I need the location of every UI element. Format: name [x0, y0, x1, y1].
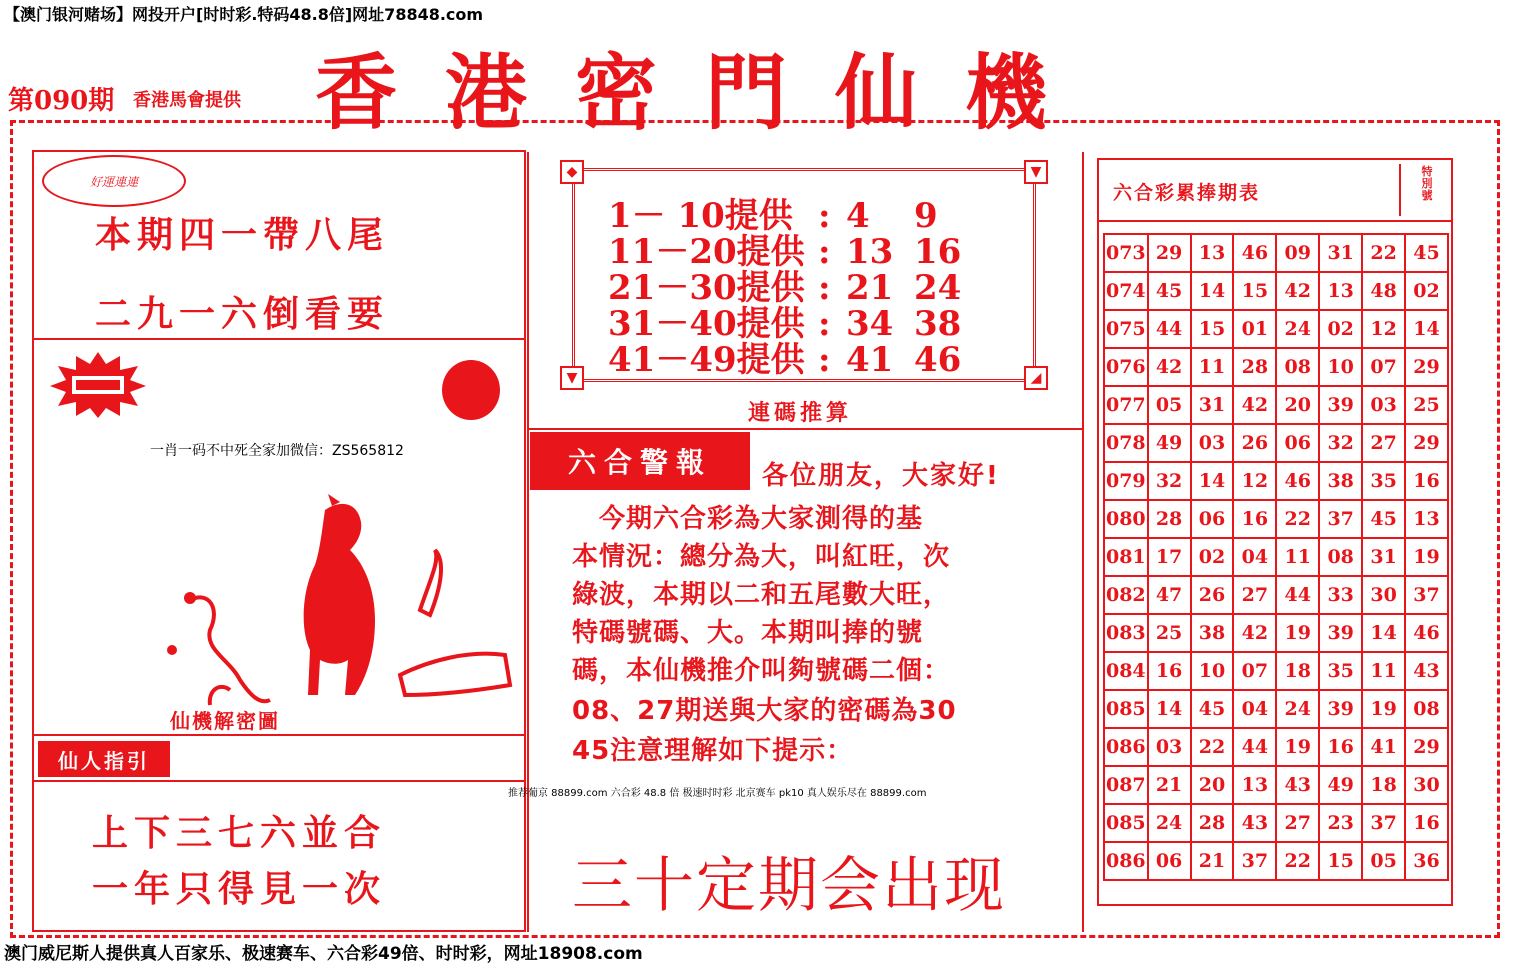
number-cell: 11 [1362, 652, 1405, 690]
number-cell: 42 [1148, 348, 1191, 386]
number-cell: 15 [1233, 272, 1276, 310]
number-cell: 29 [1148, 234, 1191, 272]
table-row [1104, 576, 1448, 614]
number-cell: 13 [1319, 272, 1362, 310]
number-cell: 28 [1148, 500, 1191, 538]
table-row [1104, 272, 1448, 310]
divider [1099, 220, 1451, 222]
number-cell: 02 [1405, 272, 1448, 310]
column-divider [527, 152, 529, 932]
poem-line-1: 上下三七六並合 [92, 813, 387, 854]
number-cell: 16 [1233, 500, 1276, 538]
number-row: 41－49提供 : 41 46 [608, 340, 962, 380]
number-cell: 14 [1362, 614, 1405, 652]
number-cell: 12 [1362, 310, 1405, 348]
number-cell: 03 [1191, 424, 1234, 462]
number-cell: 30 [1362, 576, 1405, 614]
number-cell: 13 [1405, 500, 1448, 538]
number-cell: 07 [1362, 348, 1405, 386]
horse-illustration [150, 490, 520, 715]
table-row [1104, 614, 1448, 652]
table-row [1104, 690, 1448, 728]
number-cell: 08 [1405, 690, 1448, 728]
number-cell: 45 [1405, 234, 1448, 272]
alert-paragraph-line: 綠波，本期以二和五尾數大旺， [572, 580, 951, 610]
number-cell: 28 [1191, 804, 1234, 842]
number-cell: 49 [1319, 766, 1362, 804]
number-cell: 47 [1148, 576, 1191, 614]
number-cell: 28 [1233, 348, 1276, 386]
number-cell: 08 [1276, 348, 1319, 386]
table-row [1104, 500, 1448, 538]
number-cell: 11 [1191, 348, 1234, 386]
table-row [1104, 462, 1448, 500]
number-cell: 43 [1276, 766, 1319, 804]
greeting-text: 各位朋友，大家好! [762, 461, 1000, 491]
table-row [1104, 728, 1448, 766]
number-cell: 35 [1362, 462, 1405, 500]
number-cell: 38 [1319, 462, 1362, 500]
number-cell: 32 [1319, 424, 1362, 462]
hint-line-2: 二九一六倒看要 [95, 294, 390, 335]
number-cell: 24 [1276, 310, 1319, 348]
number-cell: 24 [1148, 804, 1191, 842]
number-cell: 27 [1362, 424, 1405, 462]
period-cell: 079 [1104, 462, 1148, 500]
number-cell: 18 [1276, 652, 1319, 690]
number-row: 31－40提供 : 34 38 [608, 304, 962, 344]
number-cell: 20 [1191, 766, 1234, 804]
table-row [1104, 310, 1448, 348]
results-table-panel [1097, 158, 1453, 906]
number-cell: 31 [1191, 386, 1234, 424]
number-cell: 08 [1319, 538, 1362, 576]
number-cell: 44 [1233, 728, 1276, 766]
corner-ornament-icon: ◆ [560, 160, 584, 184]
number-cell: 44 [1148, 310, 1191, 348]
top-ad-banner: 【澳门银河赌场】网投开户[时时彩.特码48.8倍]网址78848.com [4, 5, 484, 24]
number-cell: 39 [1319, 690, 1362, 728]
calc-label: 連碼推算 [748, 401, 853, 426]
period-cell: 075 [1104, 310, 1148, 348]
table-row [1104, 766, 1448, 804]
lucky-stamp: 好運連連 [42, 155, 186, 207]
number-cell: 38 [1191, 614, 1234, 652]
number-cell: 45 [1148, 272, 1191, 310]
table-row [1104, 652, 1448, 690]
number-cell: 06 [1276, 424, 1319, 462]
number-cell: 33 [1319, 576, 1362, 614]
divider [34, 734, 526, 736]
number-cell: 44 [1276, 576, 1319, 614]
table-title: 六合彩累捧期表 [1113, 182, 1261, 204]
hint-line-1: 本期四一帶八尾 [95, 215, 390, 256]
number-cell: 03 [1148, 728, 1191, 766]
period-cell: 084 [1104, 652, 1148, 690]
number-cell: 35 [1319, 652, 1362, 690]
number-cell: 27 [1233, 576, 1276, 614]
alert-paragraph-line: 碼，本仙機推介叫夠號碼二個： [572, 656, 951, 686]
number-cell: 37 [1319, 500, 1362, 538]
number-cell: 05 [1148, 386, 1191, 424]
period-cell: 085 [1104, 690, 1148, 728]
number-cell: 37 [1233, 842, 1276, 880]
table-row [1104, 804, 1448, 842]
period-cell: 081 [1104, 538, 1148, 576]
alert-paragraph-line: 08、27期送與大家的密碼為30 [572, 696, 957, 726]
number-cell: 45 [1362, 500, 1405, 538]
period-cell: 086 [1104, 842, 1148, 880]
divider [34, 338, 526, 340]
number-cell: 23 [1319, 804, 1362, 842]
number-cell: 42 [1233, 614, 1276, 652]
number-cell: 25 [1148, 614, 1191, 652]
period-cell: 073 [1104, 234, 1148, 272]
number-cell: 21 [1191, 842, 1234, 880]
number-cell: 05 [1362, 842, 1405, 880]
number-cell: 14 [1405, 310, 1448, 348]
period-cell: 083 [1104, 614, 1148, 652]
number-cell: 48 [1362, 272, 1405, 310]
number-cell: 25 [1405, 386, 1448, 424]
number-cell: 15 [1319, 842, 1362, 880]
number-row: 1－ 10提供 : 4 9 [608, 196, 938, 236]
number-cell: 22 [1276, 842, 1319, 880]
number-cell: 22 [1191, 728, 1234, 766]
number-cell: 27 [1276, 804, 1319, 842]
number-cell: 03 [1362, 386, 1405, 424]
number-cell: 46 [1405, 614, 1448, 652]
number-cell: 45 [1191, 690, 1234, 728]
number-cell: 13 [1233, 766, 1276, 804]
number-cell: 02 [1319, 310, 1362, 348]
number-cell: 19 [1276, 728, 1319, 766]
number-range-box [560, 160, 1048, 390]
alert-paragraph-line: 本情況：總分為大，叫紅旺，次 [572, 542, 951, 572]
number-cell: 43 [1405, 652, 1448, 690]
number-cell: 21 [1148, 766, 1191, 804]
number-cell: 06 [1191, 500, 1234, 538]
number-cell: 13 [1191, 234, 1234, 272]
table-row [1104, 386, 1448, 424]
alert-paragraph-line: 45注意理解如下提示： [572, 736, 854, 766]
number-cell: 14 [1191, 462, 1234, 500]
period-cell: 080 [1104, 500, 1148, 538]
number-cell: 16 [1405, 804, 1448, 842]
number-cell: 42 [1233, 386, 1276, 424]
number-cell: 20 [1276, 386, 1319, 424]
table-row [1104, 538, 1448, 576]
number-cell: 46 [1276, 462, 1319, 500]
period-cell: 078 [1104, 424, 1148, 462]
period-cell: 077 [1104, 386, 1148, 424]
number-cell: 46 [1233, 234, 1276, 272]
number-cell: 36 [1405, 842, 1448, 880]
number-cell: 29 [1405, 348, 1448, 386]
divider [34, 780, 526, 782]
number-cell: 26 [1191, 576, 1234, 614]
headline-text: 三十定期会出现 [572, 851, 1006, 921]
divider [1399, 164, 1401, 216]
number-cell: 22 [1276, 500, 1319, 538]
number-cell: 10 [1191, 652, 1234, 690]
wechat-contact-text: 一肖一码不中死全家加微信：ZS565812 [150, 443, 404, 459]
bottom-ad-banner: 澳门威尼斯人提供真人百家乐、极速赛车、六合彩49倍、时时彩，网址18908.com [4, 944, 643, 964]
period-cell: 087 [1104, 766, 1148, 804]
number-cell: 10 [1319, 348, 1362, 386]
period-cell: 074 [1104, 272, 1148, 310]
number-cell: 15 [1191, 310, 1234, 348]
period-cell: 082 [1104, 576, 1148, 614]
number-row: 21－30提供 : 21 24 [608, 268, 962, 308]
number-cell: 12 [1233, 462, 1276, 500]
number-cell: 04 [1233, 690, 1276, 728]
corner-ornament-icon: ◢ [1024, 366, 1048, 390]
number-cell: 16 [1319, 728, 1362, 766]
image-caption: 仙機解密圖 [170, 709, 280, 733]
divider [529, 428, 1082, 430]
number-cell: 37 [1362, 804, 1405, 842]
number-cell: 01 [1233, 310, 1276, 348]
number-cell: 39 [1319, 614, 1362, 652]
number-cell: 09 [1276, 234, 1319, 272]
alert-paragraph-line: 特碼號碼、大。本期叫捧的號 [572, 618, 924, 648]
number-cell: 49 [1148, 424, 1191, 462]
number-cell: 02 [1191, 538, 1234, 576]
number-cell: 37 [1405, 576, 1448, 614]
table-row [1104, 424, 1448, 462]
number-cell: 30 [1405, 766, 1448, 804]
number-cell: 31 [1362, 538, 1405, 576]
number-cell: 24 [1276, 690, 1319, 728]
number-cell: 32 [1148, 462, 1191, 500]
provider-label: 香港馬會提供 [133, 90, 241, 111]
poem-line-2: 一年只得見一次 [92, 869, 387, 910]
number-cell: 14 [1191, 272, 1234, 310]
number-cell: 07 [1233, 652, 1276, 690]
corner-ornament-icon: ▼ [1024, 160, 1048, 184]
number-cell: 16 [1148, 652, 1191, 690]
number-cell: 11 [1276, 538, 1319, 576]
number-cell: 19 [1362, 690, 1405, 728]
number-cell: 31 [1319, 234, 1362, 272]
number-cell: 29 [1405, 728, 1448, 766]
period-cell: 085 [1104, 804, 1148, 842]
issue-number: 第090期 [8, 86, 115, 116]
number-cell: 06 [1148, 842, 1191, 880]
page-title: 香港密門仙機 [315, 45, 1096, 141]
table-row [1104, 842, 1448, 880]
number-cell: 04 [1233, 538, 1276, 576]
number-cell: 29 [1405, 424, 1448, 462]
number-cell: 26 [1233, 424, 1276, 462]
corner-ornament-icon: ▼ [560, 366, 584, 390]
period-cell: 086 [1104, 728, 1148, 766]
number-cell: 18 [1362, 766, 1405, 804]
starburst-icon [48, 350, 148, 420]
number-cell: 22 [1362, 234, 1405, 272]
guide-badge: 仙人指引 [38, 741, 170, 777]
period-cell: 076 [1104, 348, 1148, 386]
results-table [1103, 233, 1449, 881]
number-cell: 17 [1148, 538, 1191, 576]
number-cell: 42 [1276, 272, 1319, 310]
number-row: 11－20提供 : 13 16 [608, 232, 962, 272]
alert-paragraph-line: 今期六合彩為大家測得的基 [572, 504, 924, 534]
table-row [1104, 234, 1448, 272]
table-row [1104, 348, 1448, 386]
ad-text: 推荐葡京 88899.com 六合彩 48.8 倍 极速时时彩 北京赛车 pk10 真人娱乐尽在 88899.com [508, 788, 927, 799]
special-number-label: 特別號 [1421, 165, 1433, 202]
sun-icon [442, 360, 500, 420]
column-divider [1082, 152, 1084, 932]
number-cell: 41 [1362, 728, 1405, 766]
number-cell: 43 [1233, 804, 1276, 842]
number-cell: 19 [1405, 538, 1448, 576]
number-cell: 19 [1276, 614, 1319, 652]
number-cell: 39 [1319, 386, 1362, 424]
number-cell: 16 [1405, 462, 1448, 500]
number-cell: 14 [1148, 690, 1191, 728]
alert-badge: 六合警報 [530, 432, 750, 490]
